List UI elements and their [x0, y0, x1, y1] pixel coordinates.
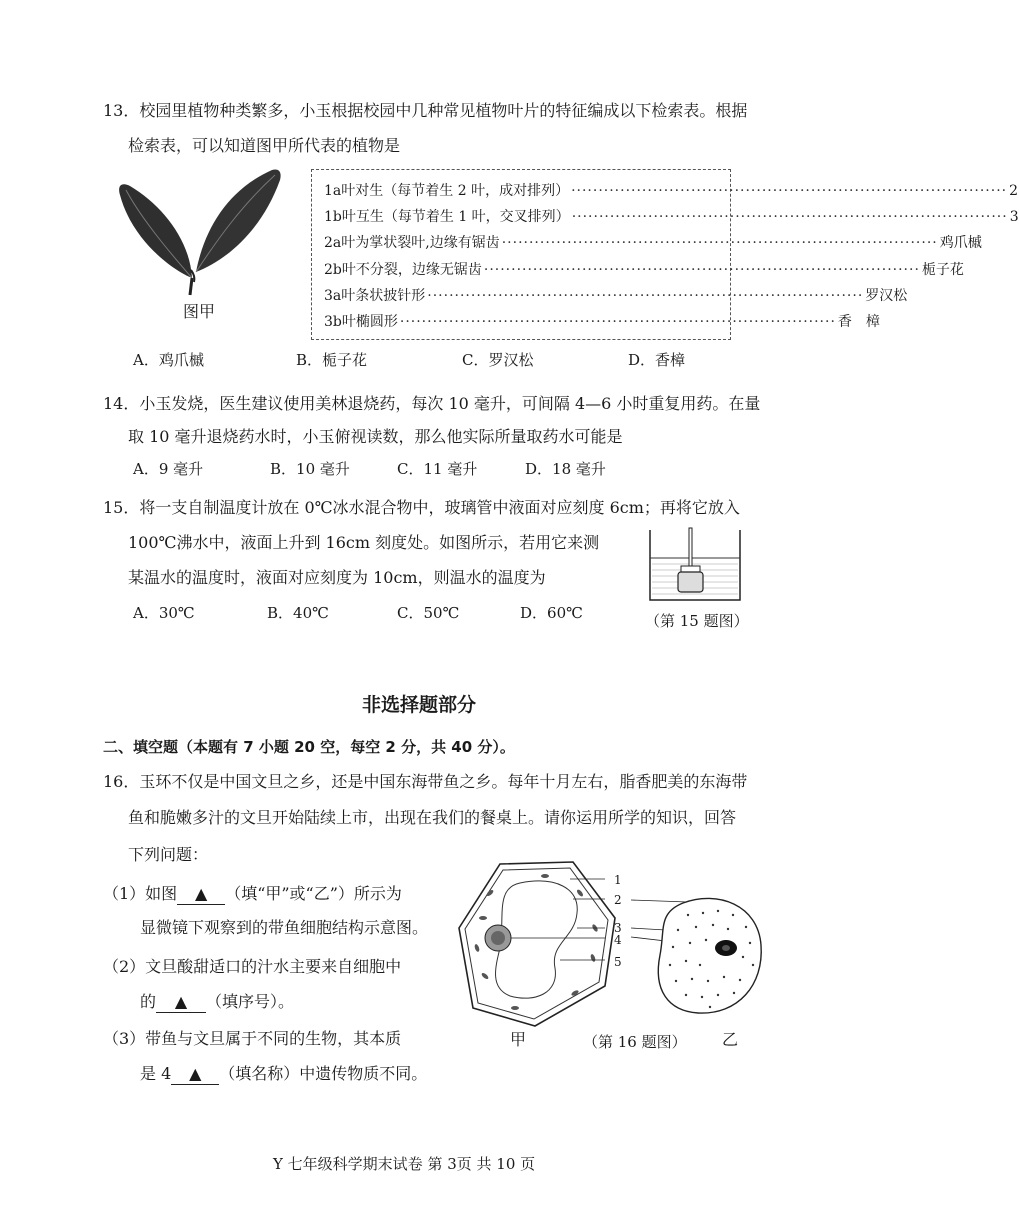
- q16-part2-blank[interactable]: ▲: [156, 992, 206, 1013]
- q16-line1: 16．玉环不仅是中国文旦之乡，还是中国东海带鱼之乡。每年十月左右，脂香肥美的东海带: [103, 772, 748, 791]
- thermometer-beaker-figure: [648, 528, 743, 603]
- cell-label-2: 2: [614, 893, 622, 907]
- animal-cell-diagram: [628, 885, 768, 1025]
- q16-part3-suffix: （填名称）中遗传物质不同。: [219, 1064, 428, 1083]
- key-code: 3b: [324, 314, 342, 330]
- q16-part1-blank[interactable]: ▲: [177, 884, 225, 905]
- cell-label-4: 4: [614, 933, 622, 947]
- key-leader-dots: ················································································: [427, 288, 864, 304]
- q15-option-c: C．50℃: [397, 604, 460, 622]
- key-description: 叶不分裂，边缘无锯齿: [341, 262, 482, 278]
- section-heading: 二、填空题（本题有 7 小题 20 空，每空 2 分，共 40 分）。: [103, 738, 515, 756]
- q13-line2: 检索表，可以知道图甲所代表的植物是: [128, 136, 401, 155]
- q16-part2-prefix: 的: [140, 992, 157, 1011]
- q15-line3: 某温水的温度时，液面对应刻度为 10cm，则温水的温度为: [128, 568, 546, 587]
- key-leader-dots: ················································································: [483, 262, 920, 278]
- q16-line2: 鱼和脆嫩多汁的文旦开始陆续上市，出现在我们的餐桌上。请你运用所学的知识，回答: [128, 808, 737, 827]
- key-code: 1a: [324, 183, 342, 199]
- q13-option-a: A．鸡爪槭: [133, 351, 204, 369]
- key-leader-dots: ················································································: [571, 209, 1008, 225]
- key-result: 2: [1009, 183, 1019, 199]
- key-leader-dots: ················································································: [399, 314, 836, 330]
- key-row: [324, 313, 880, 331]
- q15-option-a: A．30℃: [133, 604, 195, 622]
- key-code: 2a: [324, 235, 342, 251]
- q16-part1-prefix: （1）如图: [103, 884, 178, 903]
- q14-line1: 14．小玉发烧，医生建议使用美林退烧药，每次 10 毫升，可间隔 4—6 小时重复用药。在量: [103, 394, 761, 413]
- q15-option-d: D．60℃: [520, 604, 583, 622]
- key-result: 3: [1009, 209, 1019, 225]
- key-description: 叶对生（每节着生 2 叶，成对排列）: [341, 183, 570, 199]
- key-code: 3a: [324, 288, 342, 304]
- key-result: 罗汉松: [865, 288, 908, 304]
- key-leader-dots: ················································································: [571, 183, 1008, 199]
- key-row: [324, 234, 982, 252]
- key-row: [324, 182, 1019, 200]
- q16-part2-line1: （2）文旦酸甜适口的汁水主要来自细胞中: [103, 957, 402, 976]
- q14-option-b: B．10 毫升: [270, 460, 350, 478]
- q13-option-d: D．香樟: [628, 351, 686, 369]
- q16-part1-suffix: （填“甲”或“乙”）所示为: [225, 884, 402, 903]
- q14-option-d: D．18 毫升: [525, 460, 606, 478]
- q13-option-b: B．栀子花: [296, 351, 368, 369]
- key-description: 叶椭圆形: [341, 314, 398, 330]
- q16-part3-line1: （3）带鱼与文旦属于不同的生物，其本质: [103, 1029, 402, 1048]
- q15-line2: 100℃沸水中，液面上升到 16cm 刻度处。如图所示，若用它来测: [128, 533, 600, 552]
- q16-part1-line2: 显微镜下观察到的带鱼细胞结构示意图。: [140, 918, 429, 937]
- q14-option-c: C．11 毫升: [397, 460, 478, 478]
- key-description: 叶条状披针形: [341, 288, 426, 304]
- q16-part2-suffix: （填序号）。: [206, 992, 295, 1011]
- key-row: [324, 287, 908, 305]
- cell-diagram-leader-lines: [455, 858, 615, 978]
- q15-line1: 15．将一支自制温度计放在 0℃冰水混合物中，玻璃管中液面对应刻度 6cm；再将它放入: [103, 498, 740, 517]
- q16-part2-line2: [140, 992, 294, 1013]
- key-description: 叶为掌状裂叶,边缘有锯齿: [341, 235, 500, 251]
- q16-part3-line2: [140, 1064, 427, 1085]
- cell-jia-label: 甲: [510, 1030, 527, 1049]
- key-result: 香 樟: [837, 314, 880, 330]
- q14-option-a: A．9 毫升: [133, 460, 204, 478]
- q15-option-b: B．40℃: [267, 604, 329, 622]
- cell-label-1: 1: [614, 873, 622, 887]
- key-result: 栀子花: [921, 262, 964, 278]
- leaf-figure: [112, 160, 282, 295]
- figure-jia-label: 图甲: [183, 302, 216, 321]
- q13-option-c: C．罗汉松: [462, 351, 534, 369]
- q16-part3-prefix: 是 4: [140, 1064, 172, 1083]
- key-code: 2b: [324, 262, 342, 278]
- q16-part3-blank[interactable]: ▲: [171, 1064, 219, 1085]
- q14-line2: 取 10 毫升退烧药水时，小玉俯视读数，那么他实际所量取药水可能是: [128, 427, 623, 446]
- cell-label-5: 5: [614, 955, 622, 969]
- q16-line3: 下列问题：: [128, 845, 209, 864]
- q13-line1: 13．校园里植物种类繁多，小玉根据校园中几种常见植物叶片的特征编成以下检索表。根据: [103, 101, 748, 120]
- section-title: 非选择题部分: [362, 694, 477, 716]
- q16-figure-caption: （第 16 题图）: [583, 1033, 687, 1051]
- cell-yi-label: 乙: [722, 1030, 739, 1049]
- key-row: [324, 208, 1019, 226]
- q15-figure-caption: （第 15 题图）: [645, 612, 749, 630]
- key-description: 叶互生（每节着生 1 叶，交叉排列）: [341, 209, 570, 225]
- key-code: 1b: [324, 209, 342, 225]
- page-footer: Y 七年级科学期末试卷 第 3页 共 10 页: [273, 1155, 536, 1173]
- q16-part1-line1: [103, 884, 402, 905]
- key-leader-dots: ················································································: [501, 235, 938, 251]
- cell-label-3: 3: [614, 921, 622, 935]
- key-result: 鸡爪槭: [939, 235, 982, 251]
- key-row: [324, 261, 964, 279]
